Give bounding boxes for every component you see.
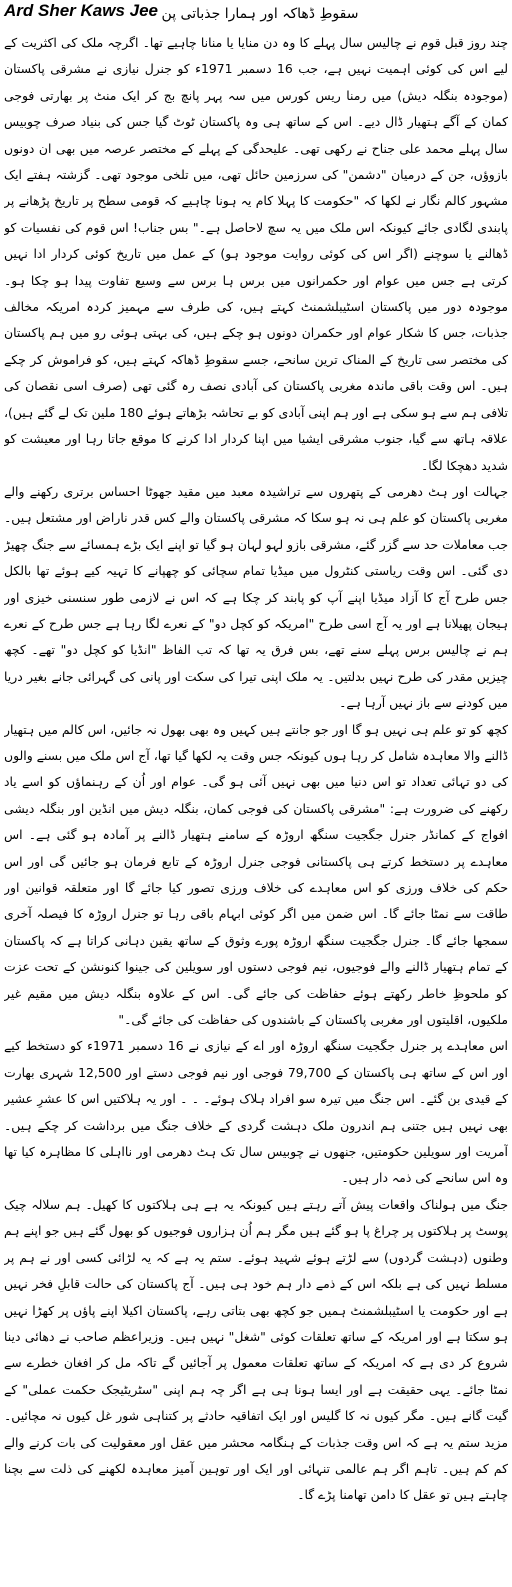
paragraph-4: اس معاہدے پر جنرل جگجیت سنگھ اروڑہ اور اے کے نیازی نے 16 دسمبر 1971ء کو دستخط کیے اور اس کے ساتھ ہی پاکستان کے 79,700 فوجی اور نیم فوجی دستے اور 12,500 شہری بھارت کے قیدی بن گئے۔ اس جنگ میں تیرہ سو افراد ہلاک ہوئے۔ ۔ ۔ اور یہ ہلاکتیں اس کا عشرِ عشیر بھی نہیں ہیں جتنی ہم اندرون ملک دہشت گردی کے خلاف جنگ میں برداشت کر چکے ہیں۔ آمریت اور سویلین حکومتیں، جنھوں نے چوبیس سال تک ہٹ دھرمی اور نااہلی کا مظاہرہ کیا تھا وہ اس سانحے کی ذمہ دار ہیں۔	[4, 1038, 508, 1186]
article-body	[4, 30, 508, 1585]
paragraph-2: جہالت اور ہٹ دھرمی کے پتھروں سے تراشیدہ معبد میں مقید جھوٹا احساس برتری رکھنے والے مغربی پاکستان کو علم ہی نہ ہو سکا کہ مشرقی پاکستان والے کس قدر ناراض اور مشتعل ہیں۔ جب معاملات حد سے گزر گئے، مشرقی بازو لہو لہان ہو گیا تو اپنے ایک بڑے ہمسائے سے جنگ چھیڑ دی گئی۔ اس وقت ریاستی کنٹرول میں میڈیا تمام سچائی کو چھپانے کا تہیہ کیے ہوئے تھا بالکل جس طرح آج کا آزاد میڈیا اپنے آپ کو پابند کر چکا ہے کہ اس نے لازمی طور سنسنی خیزی اور ہیجان پھیلانا ہے اور یہ آج اسی طرح "امریکہ کو کچل دو" کے نعرے لگا رہا ہے جس طرح کے نعرے ہم نے چالیس برس پہلے سنے تھے، بس فرق یہ تھا کہ تب الفاظ "انڈیا کو کچل دو" تھے۔ کچھ چیزیں مقدر کی طرح نہیں بدلتیں۔ یہ ملک اپنی تیرا کی سکت اور پانی کی گہرائی جانے بغیر دریا میں کودنے سے باز نہیں آرہا ہے۔	[4, 483, 508, 711]
article-title: سقوطِ ڈھاکہ اور ہمارا جذباتی پن	[161, 6, 359, 22]
paragraph-5: جنگ میں ہولناک واقعات پیش آتے رہتے ہیں کیونکہ یہ ہے ہی ہلاکتوں کا کھیل۔ ہم سلالہ چیک پوسٹ پر ہلاکتوں پر چراغ پا ہو گئے ہیں مگر ہم اُن ہزاروں فوجیوں کو بھول گئے ہیں جو اپنے ہم وطنوں (دہشت گردوں) سے لڑتے ہوئے شہید ہوئے۔ ستم یہ ہے کہ یہ لڑائی کسی اور نے ہم پر مسلط نہیں کی ہے بلکہ اس کے ذمے دار ہم خود ہی ہیں۔ آج پاکستان کی حالت قابلِ فخر نہیں ہے اور حکومت یا اسٹیبلشمنٹ ہمیں جو کچھ بھی بتاتی رہے، پاکستان اکیلا اپنے پاؤں پر کھڑا نہیں ہو سکتا ہے اور امریکہ کے ساتھ تعلقات کوئی "شغل" نہیں ہیں۔ وزیراعظم صاحب نے دھائی دینا شروع کر دی ہے کہ امریکہ کے ساتھ تعلقات معمول پر آجائیں گے تاکہ مل کر افغان خطرے سے نمٹا جائے۔ یہی حقیقت ہے اور ایسا ہونا ہی ہے اگر چہ ہم اپنی "سٹریٹیجک حکمت عملی" کے گیت گانے ہیں۔ مگر کیوں نہ کا گلیس اور ایک اتفاقیہ حادثے پر کتناہی شور غل کیوں نہ مچائیں۔ مزید ستم یہ ہے کہ اس وقت جذبات کے ہنگامہ محشر میں عقل اور معقولیت کی بات کرنے والے کم کم ہیں۔ تاہم اگر ہم عالمی تنہائی اور ایک اور توہین آمیز معاہدہ لکھنے کی ذلت سے بچنا چاہتے ہیں تو عقل کا دامن تھامنا پڑے گا۔	[4, 1196, 508, 1503]
paragraph-3: کچھ کو تو علم ہی نہیں ہو گا اور جو جانتے ہیں کہیں وہ بھی بھول نہ جائیں، اس کالم میں ہتھیار ڈالنے والا معاہدہ شامل کر رہا ہوں کیونکہ جس وقت یہ لکھا گیا تھا، آج اس ملک میں بسنے والوں کی دو تہائی تعداد تو اس دنیا میں بھی نہیں آئی ہو گی۔ عوام اور اُن کے رہنماؤں کو اسے یاد رکھنے کی ضرورت ہے: "مشرقی پاکستان کی فوجی کمان، بنگلہ دیش میں انڈین اور بنگلہ دیشی افواج کے کمانڈر جنرل جگجیت سنگھ اروڑہ کے سامنے ہتھیار ڈالنے پر آمادہ ہو گئی ہے۔ اس معاہدے پر دستخط کرتے ہی پاکستانی فوجی جنرل اروڑہ کے تابع فرمان ہو جائیں گی اور اس حکم کی خلاف ورزی کو اس معاہدے کی خلاف ورزی تصور کیا جائے گا اور متعلقہ قوانین اور طاقت سے نمٹا جائے گا۔ اس ضمن میں اگر کوئی ابہام باقی رہا تو جنرل اروڑہ کا فیصلہ آخری سمجھا جائے گا۔ جنرل جگجیت سنگھ اروڑہ پورے وثوق کے ساتھ یقین دہانی کراتا ہے کہ پاکستان کے تمام ہتھیار ڈالنے والے فوجیوں، نیم فوجی دستوں اور سویلین کی جینوا کنونشن کے تحت عزت کو ملحوظِ خاطر رکھتے ہوئے حفاظت کی جائے گی۔ اس کے علاوہ بنگلہ دیش میں مقیم غیر ملکیوں، اقلیتوں اور مغربی پاکستان کے باشندوں کی حفاظت کی جائے گی۔"	[4, 721, 508, 1028]
author-name: Ard Sher Kaws Jee	[4, 1, 159, 20]
paragraph-1: چند روز قبل قوم نے چالیس سال پہلے کا وہ دن منایا یا منانا چاہیے تھا۔ اگرچہ ملک کی اکثریت کے لیے اس کی کوئی اہمیت نہیں ہے، جب 16 دسمبر 1971ء کو جنرل نیازی نے مشرقی پاکستان (موجودہ بنگلہ دیش) میں رمنا ریس کورس میں سہ پہر پانچ بج کر ایک منٹ پر بھارتی فوجی کمان کے آگے ہتھیار ڈال دیے۔ اس کے ساتھ ہی وہ پاکستان ٹوٹ گیا جس کی بنیاد صرف چوبیس سال پہلے محمد علی جناح نے رکھی تھی۔ علیحدگی کے پہلے کے مختصر عرصہ میں بھی ان دونوں بازوؤں، جن کے درمیان "دشمن" کی سرزمین حائل تھی، میں تلخی موجود تھی۔ گزشتہ ہفتے ایک مشہور کالم نگار نے لکھا کہ "حکومت کا پہلا کام یہ ہونا چاہیے کہ قومی سطح پر تاریخ پڑھانے پر پابندی لگادی جائے کیونکہ اس ملک میں یہ سچ لاحاصل ہے۔" بس جناب! اس قوم کی نفسیات کو ڈھالنے یا سوچنے (اگر اس کی کوئی روایت موجود ہو) کے عمل میں تاریخ کوئی کردار ادا نہیں کرتی ہے جس میں عوام اور حکمرانوں میں برس ہا برس سے وسیع تفاوت پیدا ہو چکا ہو۔ موجودہ دور میں پاکستان اسٹیبلشمنٹ کہتے ہیں، کی طرف سے مہمیز کردہ امریکہ مخالف جذبات، جس کا شکار عوام اور حکمران دونوں ہو چکے ہیں، کی بہتی ہوئی رو میں ہم پاکستان کی مختصر سی تاریخ کے المناک ترین سانحے، جسے سقوطِ ڈھاکہ کہتے ہیں، کو فراموش کر چکے ہیں۔ اس وقت باقی ماندہ مغربی پاکستان کی آبادی نصف رہ گئی تھی (صرف اسی نقصان کی تلافی ہم سے ہو سکی ہے اور ہم اپنی آبادی کو بے تحاشہ بڑھاتے ہوئے 180 ملین تک لے گئے ہیں)، علاقہ ہاتھ سے گیا، جنوب مشرقی ایشیا میں اپنا کردار ادا کرنے کا موقع جاتا رہا اور معیشت کو شدید دھچکا لگا۔	[4, 35, 508, 473]
